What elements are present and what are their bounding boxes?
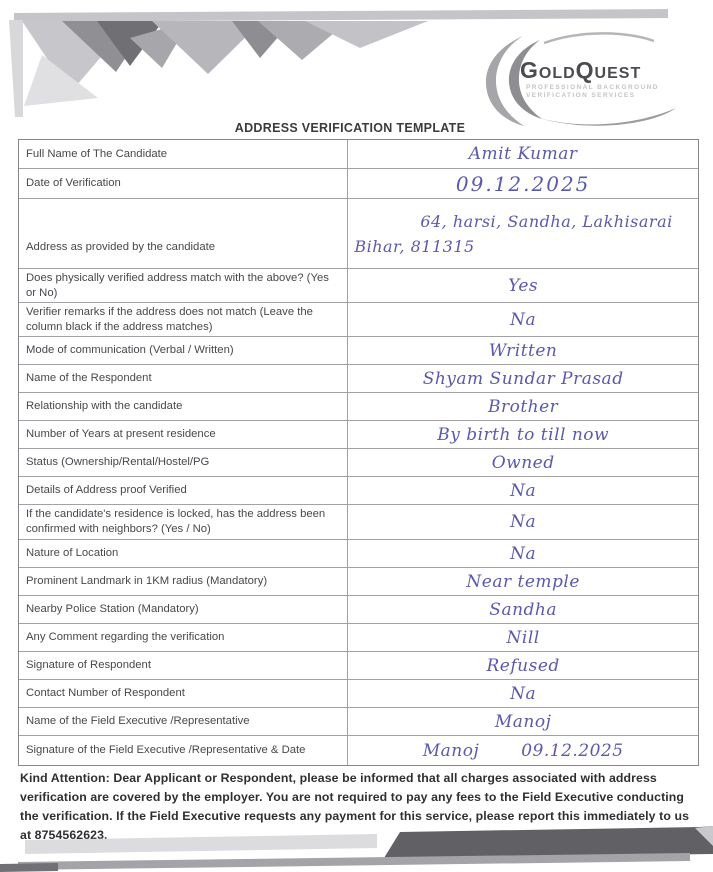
field-label: Signature of the Field Executive /Representative & Date <box>19 736 348 765</box>
table-row <box>19 736 698 765</box>
handwritten-value: Owned <box>491 452 555 473</box>
handwritten-value: Written <box>488 340 558 361</box>
field-label: Name of the Respondent <box>19 365 348 392</box>
table-row <box>19 708 698 736</box>
table-row <box>19 449 698 477</box>
handwritten-value: Shyam Sundar Prasad <box>422 368 624 389</box>
handwritten-value <box>348 736 698 765</box>
table-row <box>19 269 698 303</box>
handwritten-value: By birth to till now <box>437 424 610 445</box>
document-title: ADDRESS VERIFICATION TEMPLATE <box>234 121 466 135</box>
handwritten-value: Na <box>510 543 537 564</box>
field-label: Contact Number of Respondent <box>19 680 348 707</box>
signature-name: Manoj <box>422 740 480 761</box>
handwritten-value: Na <box>510 512 537 532</box>
field-label: Nature of Location <box>19 540 348 567</box>
field-label: Signature of Respondent <box>19 652 348 679</box>
handwritten-value: Manoj <box>494 711 552 732</box>
field-label: Status (Ownership/Rental/Hostel/PG <box>19 449 348 476</box>
footer-banner-decoration <box>0 820 713 872</box>
field-label: Relationship with the candidate <box>19 393 348 420</box>
field-label: Prominent Landmark in 1KM radius (Mandatory) <box>19 568 348 595</box>
handwritten-value: 09.12.2025 <box>455 171 591 196</box>
handwritten-value: Yes <box>508 275 539 296</box>
kind-attention-notice: Kind Attention: Dear Applicant or Respondent, please be informed that all charges associated with address verification are covered by the employer. You are not required to pay any fees to the Field Executive conducting the verification. If the Field Executive requests any payment for this service, please report this immediately to us at 8754562623. <box>20 771 690 842</box>
table-row <box>19 596 698 624</box>
table-row <box>19 169 698 199</box>
logo-tagline-line2: VERIFICATION SERVICES <box>526 92 636 99</box>
field-label: Details of Address proof Verified <box>19 477 348 504</box>
field-label: Any Comment regarding the verification <box>19 624 348 651</box>
goldquest-logo <box>478 30 708 130</box>
table-row <box>19 652 698 680</box>
signature-date: 09.12.2025 <box>521 740 624 761</box>
logo-tagline <box>526 84 686 100</box>
field-label: Address as provided by the candidate <box>19 199 348 268</box>
table-row <box>19 365 698 393</box>
handwritten-value: Brother <box>487 396 559 417</box>
table-row <box>19 505 698 540</box>
field-label: Mode of communication (Verbal / Written) <box>19 337 348 364</box>
field-label: Name of the Field Executive /Representative <box>19 708 348 735</box>
table-row <box>19 477 698 505</box>
field-label: Verifier remarks if the address does not match (Leave the column black if the address matches) <box>19 303 348 336</box>
field-label: Number of Years at present residence <box>19 421 348 448</box>
handwritten-value: Na <box>510 683 537 704</box>
table-row <box>19 680 698 708</box>
verification-table <box>18 139 699 766</box>
footer-shapes-graphic <box>0 820 713 872</box>
address-line-2: Bihar, 811315 <box>354 236 475 256</box>
table-row <box>19 303 698 337</box>
table-row <box>19 624 698 652</box>
field-label: If the candidate's residence is locked, has the address been confirmed with neighbors? (Yes / No) <box>19 505 348 539</box>
handwritten-value: Refused <box>486 655 560 676</box>
table-row <box>19 199 698 269</box>
table-row <box>19 568 698 596</box>
table-row <box>19 140 698 169</box>
field-label: Does physically verified address match with the above? (Yes or No) <box>19 269 348 302</box>
field-label: Nearby Police Station (Mandatory) <box>19 596 348 623</box>
table-row <box>19 337 698 365</box>
handwritten-value: Na <box>510 480 537 501</box>
logo-tagline-line1: PROFESSIONAL BACKGROUND <box>526 84 659 91</box>
table-row <box>19 393 698 421</box>
handwritten-value: Amit Kumar <box>468 144 578 164</box>
address-line-1: 64, harsi, Sandha, Lakhisarai <box>420 211 673 231</box>
handwritten-value: Near temple <box>466 571 580 592</box>
handwritten-value <box>348 199 698 268</box>
table-row <box>19 540 698 568</box>
field-label: Date of Verification <box>19 169 348 198</box>
handwritten-value: Nill <box>506 627 540 648</box>
table-row <box>19 421 698 449</box>
logo-wordmark: GoldQuest <box>520 57 642 83</box>
handwritten-value: Sandha <box>489 599 557 620</box>
field-label: Full Name of The Candidate <box>19 140 348 168</box>
handwritten-value: Na <box>510 309 537 330</box>
